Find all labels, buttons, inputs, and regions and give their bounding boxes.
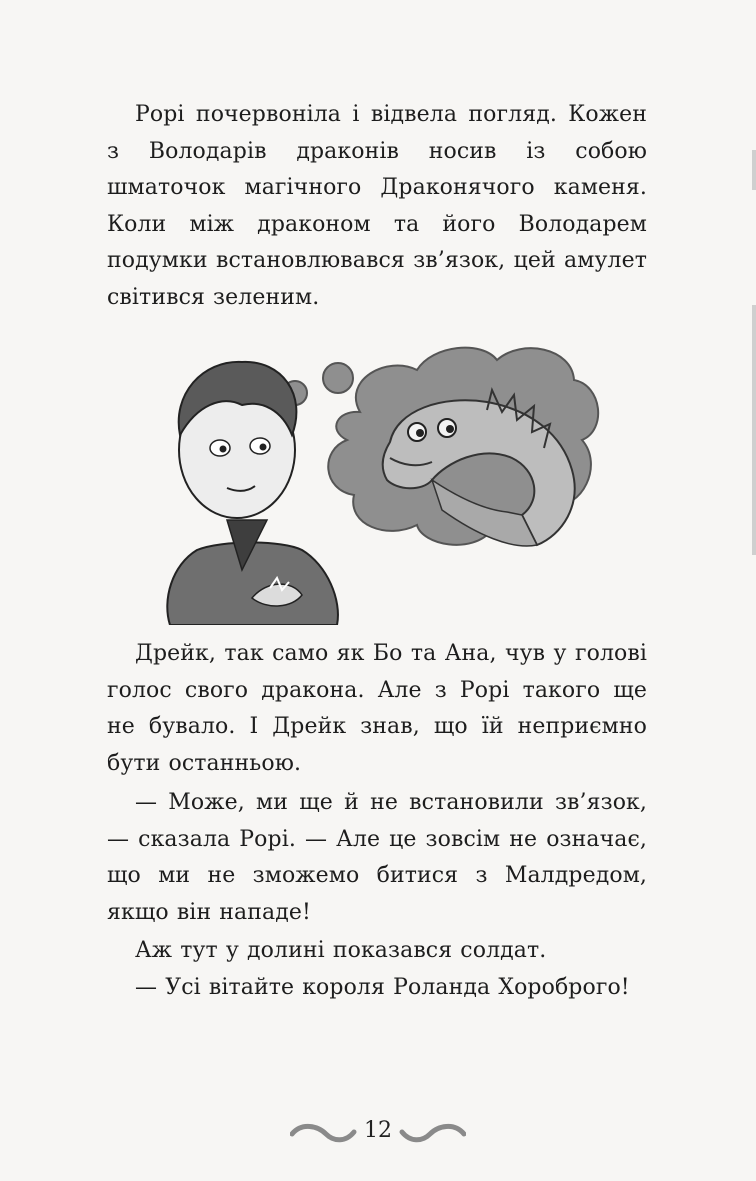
boy-rori: [167, 362, 338, 625]
page-edge-mark: [752, 150, 756, 190]
paragraph-5: — Усі вітайте короля Роланда Хороброго!: [135, 975, 630, 1000]
page-number: 12: [364, 1118, 392, 1143]
page-edge-mark: [752, 305, 756, 555]
paragraph-3: — Може, ми ще й не встановили зв’язок, — сказала Рорі. — Але це зовсім не означає, що ми не зможемо битися з Малдредом, якщо він нападе!: [107, 790, 647, 925]
paragraph-2: Дрейк, так само як Бо та Ана, чув у голові голос свого дракона. Але з Рорі такого ще не бувало. І Дрейк знав, що їй неприємно бути останньою.: [107, 641, 647, 776]
thought-bubble-dot-large: [323, 363, 353, 393]
illustration-rori-dragon: [142, 340, 602, 625]
paragraph-1: Рорі почервоніла і відвела погляд. Кожен з Володарів драконів носив із собою шматочок магічного Драконячого каменя. Коли між драконом та його Володарем подумки встановлювався зв’язок, цей амулет світився зеленим.: [107, 102, 647, 310]
page-folio: [290, 1112, 466, 1152]
paragraph-4: Аж тут у долині показався солдат.: [135, 938, 547, 963]
